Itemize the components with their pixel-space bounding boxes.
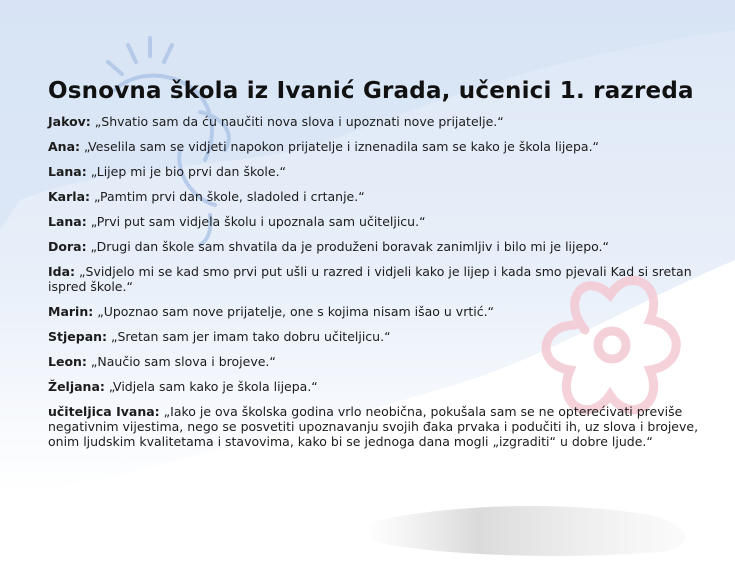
speaker-name: Lana: [48, 164, 87, 179]
speaker-name: Marin: [48, 304, 94, 319]
speaker-name: Karla: [48, 189, 91, 204]
quote-item [48, 354, 718, 369]
quote-item [48, 404, 718, 449]
speaker-name: Stjepan: [48, 329, 108, 344]
speaker-name: Lana: [48, 214, 87, 229]
quote-text: „Vidjela sam kako je škola lijepa.“ [108, 379, 318, 394]
quote-item [48, 329, 718, 344]
speaker-name: Ana: [48, 139, 81, 154]
quote-text: „Upoznao sam nove prijatelje, one s kojima nisam išao u vrtić.“ [97, 304, 495, 319]
speaker-name: Leon: [48, 354, 87, 369]
page-title: Osnovna škola iz Ivanić Grada, učenici 1. razreda [48, 78, 694, 104]
speaker-name: Dora: [48, 239, 87, 254]
speaker-name: Ida: [48, 264, 76, 279]
quote-item [48, 114, 718, 129]
quote-item [48, 139, 718, 154]
speaker-name: Željana: [48, 379, 105, 394]
quote-text: „Prvi put sam vidjela školu i upoznala sam učiteljicu.“ [90, 214, 426, 229]
quote-text: „Svidjelo mi se kad smo prvi put ušli u razred i vidjeli kako je lijep i kada smo pjevali Kad si sretan ispred škole.“ [48, 264, 692, 294]
quote-text: „Naučio sam slova i brojeve.“ [90, 354, 276, 369]
quote-item [48, 189, 718, 204]
quote-item [48, 264, 718, 294]
quote-text: „Lijep mi je bio prvi dan škole.“ [90, 164, 287, 179]
quote-item [48, 214, 718, 229]
article-content [48, 78, 718, 459]
quote-item [48, 379, 718, 394]
quote-text: „Sretan sam jer imam tako dobru učiteljicu.“ [111, 329, 391, 344]
quote-text: „Drugi dan škole sam shvatila da je produženi boravak zanimljiv i bilo mi je lijepo.“ [90, 239, 610, 254]
quote-item [48, 304, 718, 319]
speaker-name: Jakov: [48, 114, 91, 129]
quote-text: „Iako je ova školska godina vrlo neobična, pokušala sam se ne opterećivati previše negativnim vijestima, nego se posvetiti upoznavanju svojih đaka prvaka i podučiti ih, uz slova i brojeve, onim ljudskim kvalitetama i stavovima, kako bi se jednoga dana mogli „izgraditi“ u dobre ljude.“ [48, 404, 699, 449]
quote-text: „Shvatio sam da ću naučiti nova slova i upoznati nove prijatelje.“ [94, 114, 504, 129]
speaker-name: učiteljica Ivana: [48, 404, 160, 419]
quote-item [48, 164, 718, 179]
quote-item [48, 239, 718, 254]
quote-text: „Pamtim prvi dan škole, sladoled i crtanje.“ [94, 189, 365, 204]
quote-text: „Veselila sam se vidjeti napokon prijatelje i iznenadila sam se kako je škola lijepa.“ [84, 139, 600, 154]
